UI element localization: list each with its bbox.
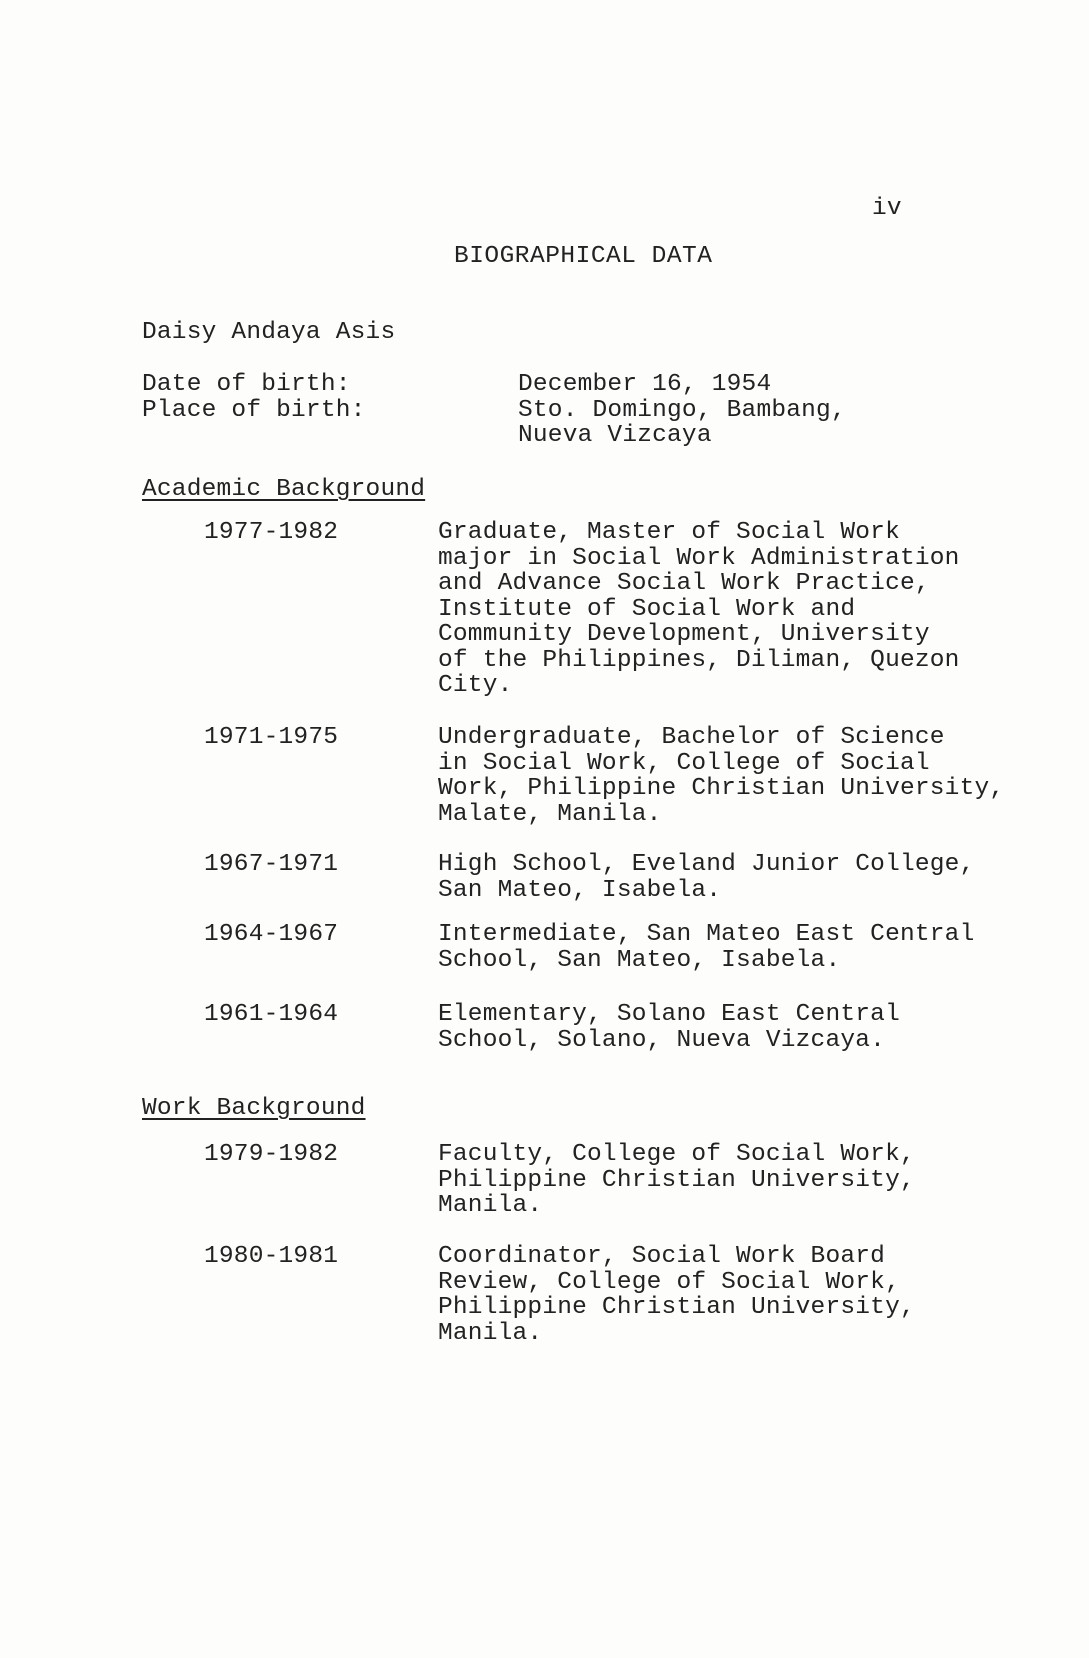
work-entry-years: 1980-1981 (204, 1243, 339, 1270)
page-title: BIOGRAPHICAL DATA (454, 243, 713, 270)
academic-entry-text: High School, Eveland Junior College, San Mateo, Isabela. (438, 851, 975, 904)
academic-entry-years: 1977-1982 (204, 519, 339, 546)
academic-entry-years: 1964-1967 (204, 921, 339, 948)
page-number: iv (872, 195, 902, 222)
academic-background-heading: Academic Background (142, 476, 426, 503)
work-entry-text: Faculty, College of Social Work, Philippine Christian University, Manila. (438, 1141, 915, 1219)
person-name: Daisy Andaya Asis (142, 319, 396, 346)
work-entry-years: 1979-1982 (204, 1141, 339, 1168)
personal-values: December 16, 1954 Sto. Domingo, Bambang, Nueva Vizcaya (518, 371, 846, 449)
academic-entry-text: Graduate, Master of Social Work major in Social Work Administration and Advance Social Work Practice, Institute of Social Work and Community Development, University of the Philippines, Diliman, Quezon City. (438, 519, 960, 699)
academic-entry-years: 1971-1975 (204, 724, 339, 751)
work-entry-text: Coordinator, Social Work Board Review, College of Social Work, Philippine Christian University, Manila. (438, 1243, 915, 1347)
academic-entry-text: Undergraduate, Bachelor of Science in Social Work, College of Social Work, Philippine Christian University, Malate, Manila. (438, 724, 1005, 828)
academic-entry-years: 1961-1964 (204, 1001, 339, 1028)
work-background-heading: Work Background (142, 1095, 366, 1122)
academic-entry-years: 1967-1971 (204, 851, 339, 878)
academic-entry-text: Elementary, Solano East Central School, Solano, Nueva Vizcaya. (438, 1001, 900, 1054)
personal-labels: Date of birth: Place of birth: (142, 371, 366, 424)
academic-entry-text: Intermediate, San Mateo East Central School, San Mateo, Isabela. (438, 921, 975, 974)
